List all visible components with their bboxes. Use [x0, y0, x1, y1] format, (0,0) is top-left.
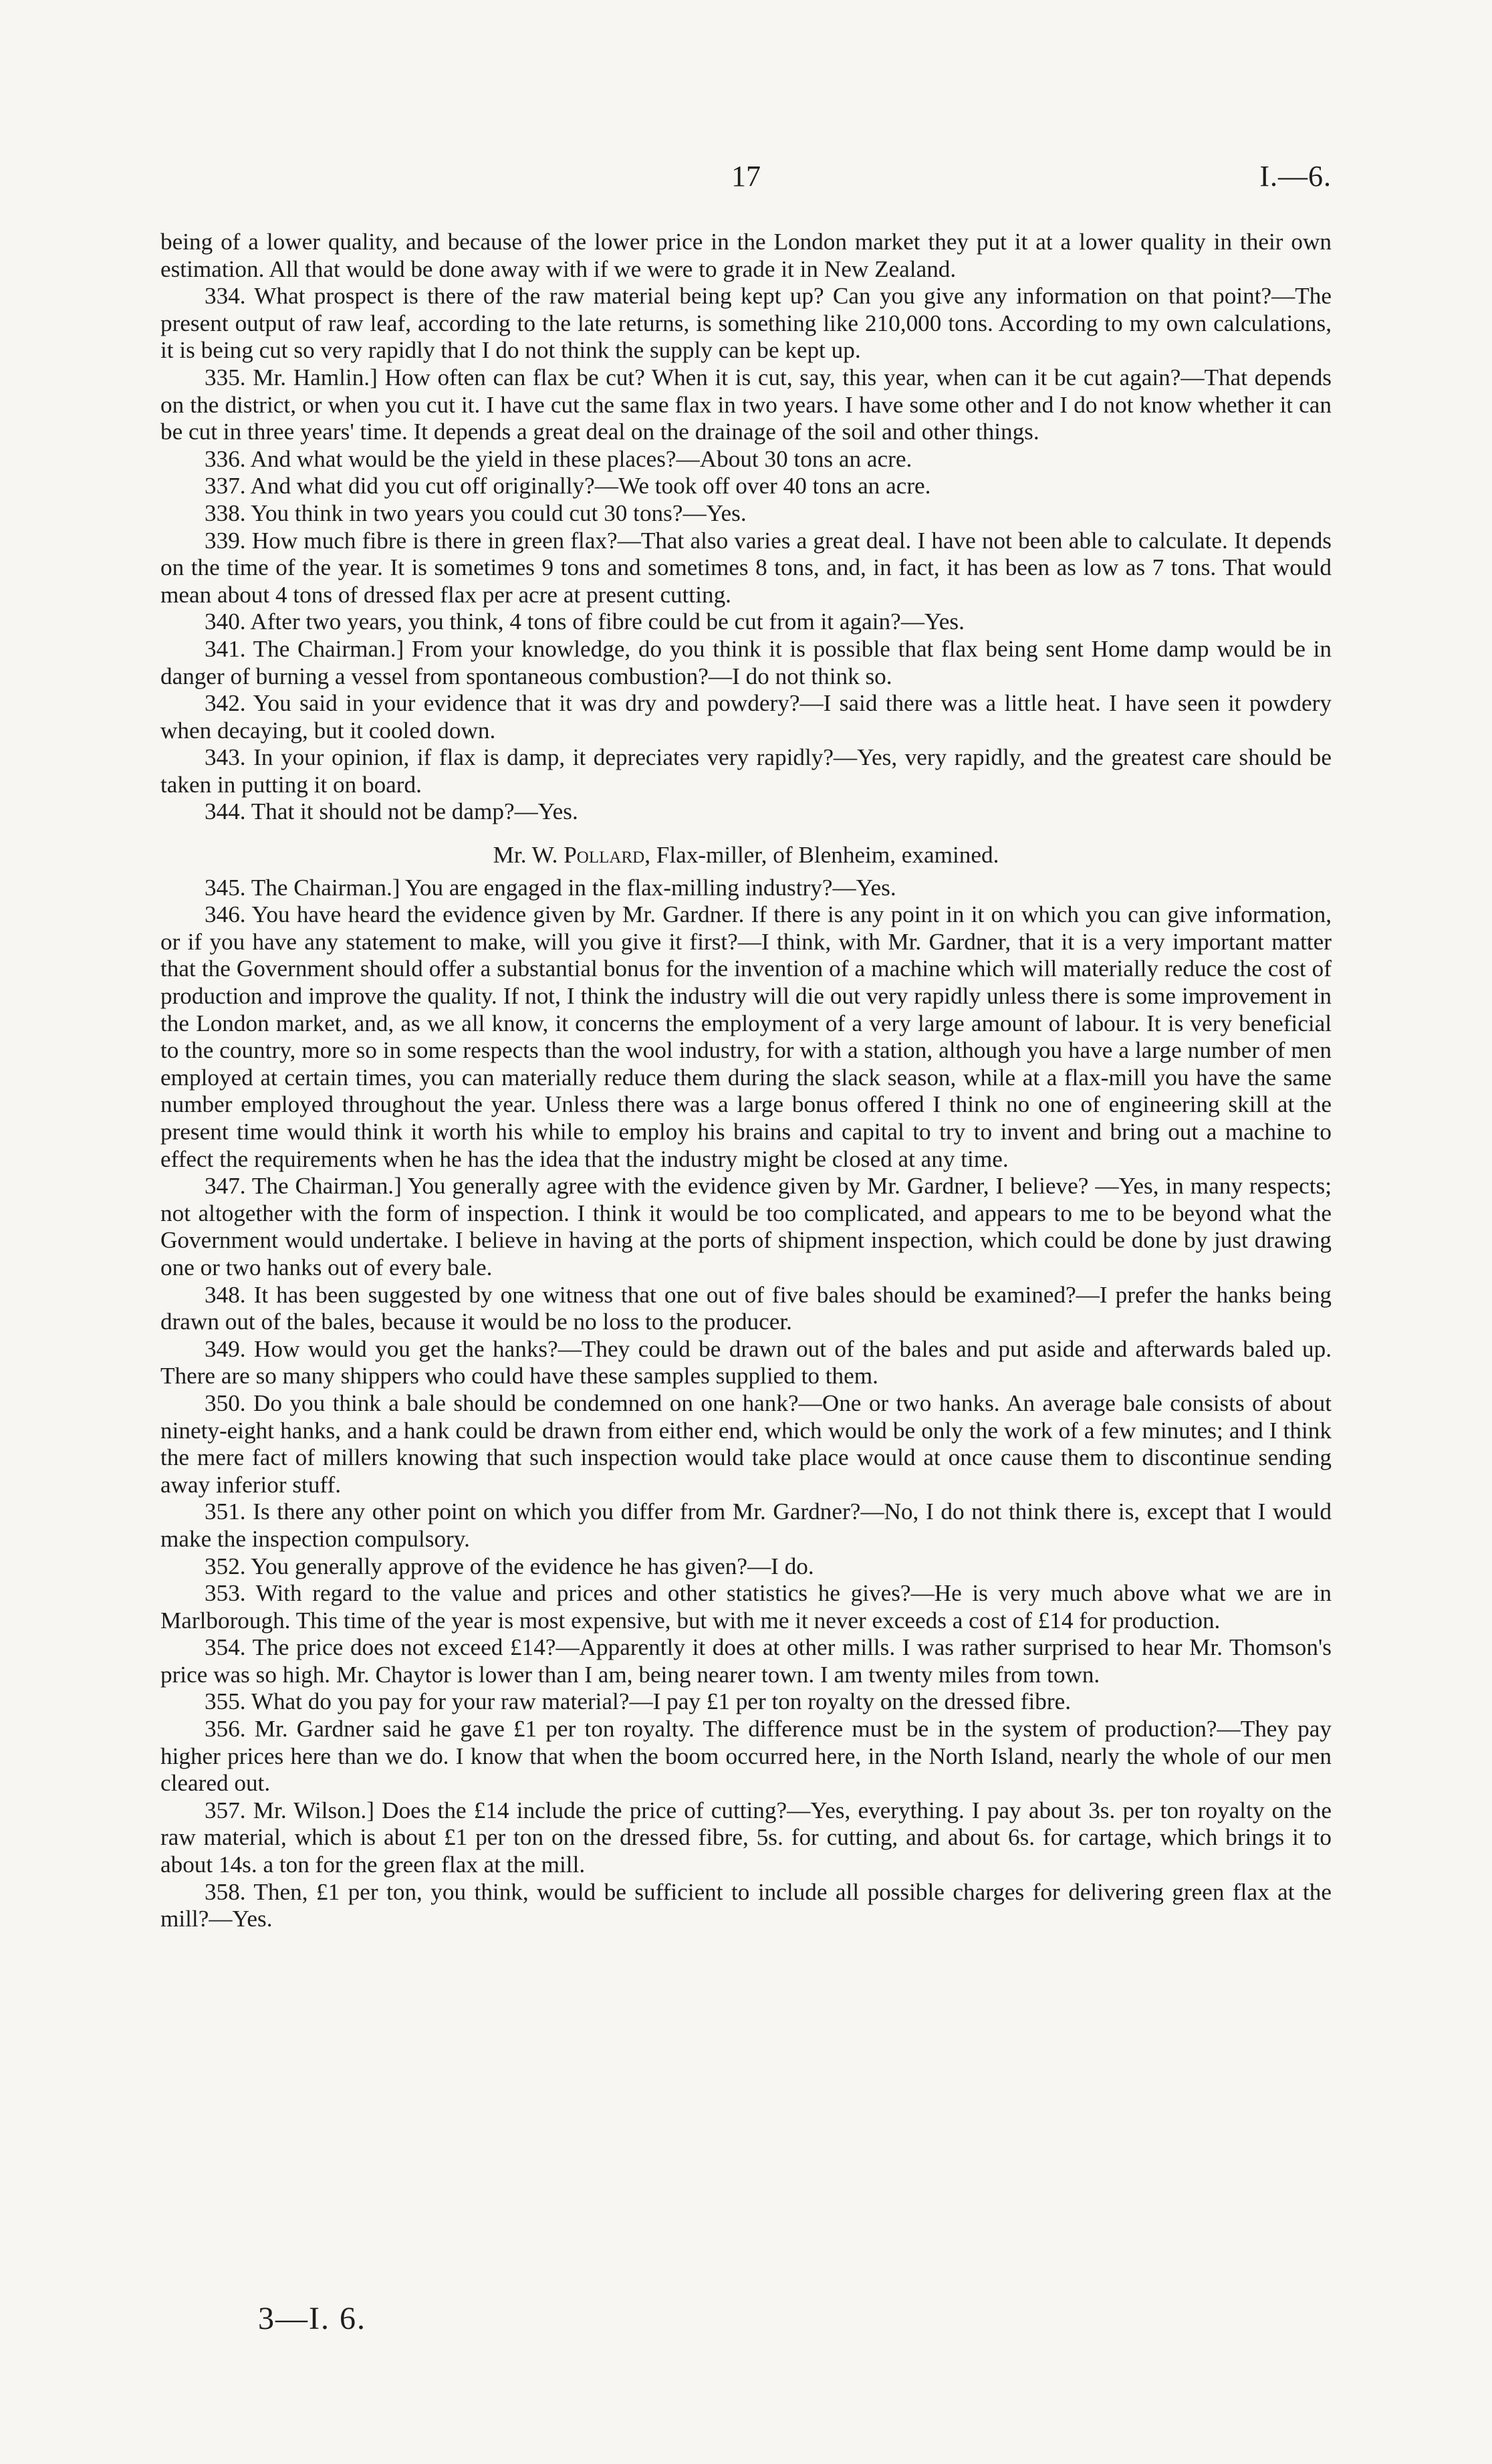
witness-heading: [160, 842, 1332, 869]
paragraph: 334. What prospect is there of the raw material being kept up? Can you give any information on that point?—The present output of raw leaf, according to the late returns, is something like 210,000 tons. According to my own calculations, it is being cut so very rapidly that I do not think the supply can be kept up.: [160, 283, 1332, 364]
paragraph: 357. Mr. Wilson.] Does the £14 include the price of cutting?—Yes, everything. I pay about 3s. per ton royalty on the raw material, which is about £1 per ton on the dressed fibre, 5s. for cutting, and about 6s. for cartage, which brings it to about 14s. a ton for the green flax at the mill.: [160, 1797, 1332, 1878]
paragraph: 352. You generally approve of the evidence he has given?—I do.: [205, 1553, 814, 1579]
paragraph: 358. Then, £1 per ton, you think, would be sufficient to include all possible charges for delivering green flax at the mill?—Yes.: [160, 1878, 1332, 1932]
paragraph: 338. You think in two years you could cut 30 tons?—Yes.: [205, 499, 747, 526]
signature-mark: 3—I. 6.: [258, 2301, 366, 2336]
paragraph: 337. And what did you cut off originally?—We took off over 40 tons an acre.: [205, 473, 931, 499]
witness-surname: Pollard: [564, 842, 645, 869]
paragraph: 350. Do you think a bale should be condemned on one hank?—One or two hanks. An average bale consists of about ninety-eight hanks, and a hank could be drawn from either end, which would be only the work of a few minutes; and I think the mere fact of millers knowing that such inspection would take place would at once cause them to discontinue sending away inferior stuff.: [160, 1389, 1332, 1498]
paragraph: being of a lower quality, and because of the lower price in the London market they put it at a lower quality in their own estimation. All that would be done away with if we were to grade it in New Zealand.: [160, 229, 1332, 282]
paragraph: 342. You said in your evidence that it was dry and powdery?—I said there was a little heat. I have seen it powdery when decaying, but it cooled down.: [160, 690, 1332, 744]
paragraph: 353. With regard to the value and prices and other statistics he gives?—He is very much above what we are in Marlborough. This time of the year is most expensive, but with me it never exceeds a cost of £14 for production.: [160, 1580, 1332, 1634]
paragraph: 355. What do you pay for your raw material?—I pay £1 per ton royalty on the dressed fibre.: [205, 1688, 1072, 1715]
paragraph: 351. Is there any other point on which you differ from Mr. Gardner?—No, I do not think there is, except that I would make the inspection compulsory.: [160, 1498, 1332, 1552]
paragraph: 344. That it should not be damp?—Yes.: [205, 798, 578, 825]
paragraph: 347. The Chairman.] You generally agree with the evidence given by Mr. Gardner, I believe? —Yes, in many respects; not altogether with the form of inspection. I think it would be too complicated, and appears to me to be beyond what the Government would undertake. I believe in having at the ports of shipment inspection, which could be done by just drawing one or two hanks out of every bale.: [160, 1173, 1332, 1280]
paragraph: 346. You have heard the evidence given by Mr. Gardner. If there is any point in it on which you can give information, or if you have any statement to make, will you give it first?—I think, with Mr. Gardner, that it is a very important matter that the Government should offer a substantial bonus for the invention of a machine which will materially reduce the cost of production and improve the quality. If not, I think the industry will die out very rapidly unless there is some improvement in the London market, and, as we all know, it concerns the employment of a very large amount of labour. It is very beneficial to the country, more so in some respects than the wool industry, for with a station, although you have a large number of men employed at certain times, you can materially reduce them during the slack season, while at a flax-mill you have the same number employed throughout the year. Unless there was a large bonus offered I think no one of engineering skill at the present time would think it worth his while to employ his brains and capital to try to invent and bring out a machine to effect the requirements when he has the idea that the industry might be closed at any time.: [160, 901, 1332, 1172]
paragraph: 336. And what would be the yield in these places?—About 30 tons an acre.: [205, 445, 912, 472]
paragraph: 345. The Chairman.] You are engaged in the flax-milling industry?—Yes.: [205, 874, 896, 901]
paragraph: 341. The Chairman.] From your knowledge, do you think it is possible that flax being sent Home damp would be in danger of burning a vessel from spontaneous combustion?—I do not think so.: [160, 635, 1332, 689]
paragraph: 349. How would you get the hanks?—They could be drawn out of the bales and put aside and afterwards baled up. There are so many shippers who could have these samples supplied to them.: [160, 1335, 1332, 1389]
witness-heading-suffix: , Flax-miller, of Blenheim, examined.: [644, 842, 999, 869]
paragraph: 340. After two years, you think, 4 tons of fibre could be cut from it again?—Yes.: [205, 608, 965, 635]
paragraph: 348. It has been suggested by one witness that one out of five bales should be examined?—I prefer the hanks being drawn out of the bales, because it would be no loss to the producer.: [160, 1281, 1332, 1335]
paragraph: 335. Mr. Hamlin.] How often can flax be cut? When it is cut, say, this year, when can it be cut again?—That depends on the district, or when you cut it. I have cut the same flax in two years. I have some other and I do not know whether it can be cut in three years' time. It depends a great deal on the drainage of the soil and other things.: [160, 364, 1332, 445]
paragraph: 343. In your opinion, if flax is damp, it depreciates very rapidly?—Yes, very rapidly, and the greatest care should be taken in putting it on board.: [160, 744, 1332, 798]
paper-reference: I.—6.: [1259, 160, 1332, 193]
body-text: [160, 229, 1332, 1933]
page-header: [160, 159, 1332, 199]
witness-heading-prefix: Mr. W.: [493, 842, 564, 869]
paragraph: 354. The price does not exceed £14?—Apparently it does at other mills. I was rather surprised to hear Mr. Thomson's price was so high. Mr. Chaytor is lower than I am, being nearer town. I am twenty miles from town.: [160, 1634, 1332, 1688]
page-number: 17: [731, 160, 761, 193]
paragraph: 339. How much fibre is there in green flax?—That also varies a great deal. I have not been able to calculate. It depends on the time of the year. It is sometimes 9 tons and sometimes 8 tons, and, in fact, it has been as low as 7 tons. That would mean about 4 tons of dressed flax per acre at present cutting.: [160, 527, 1332, 608]
paragraph: 356. Mr. Gardner said he gave £1 per ton royalty. The difference must be in the system of production?—They pay higher prices here than we do. I know that when the boom occurred here, in the North Island, nearly the whole of our men cleared out.: [160, 1716, 1332, 1797]
